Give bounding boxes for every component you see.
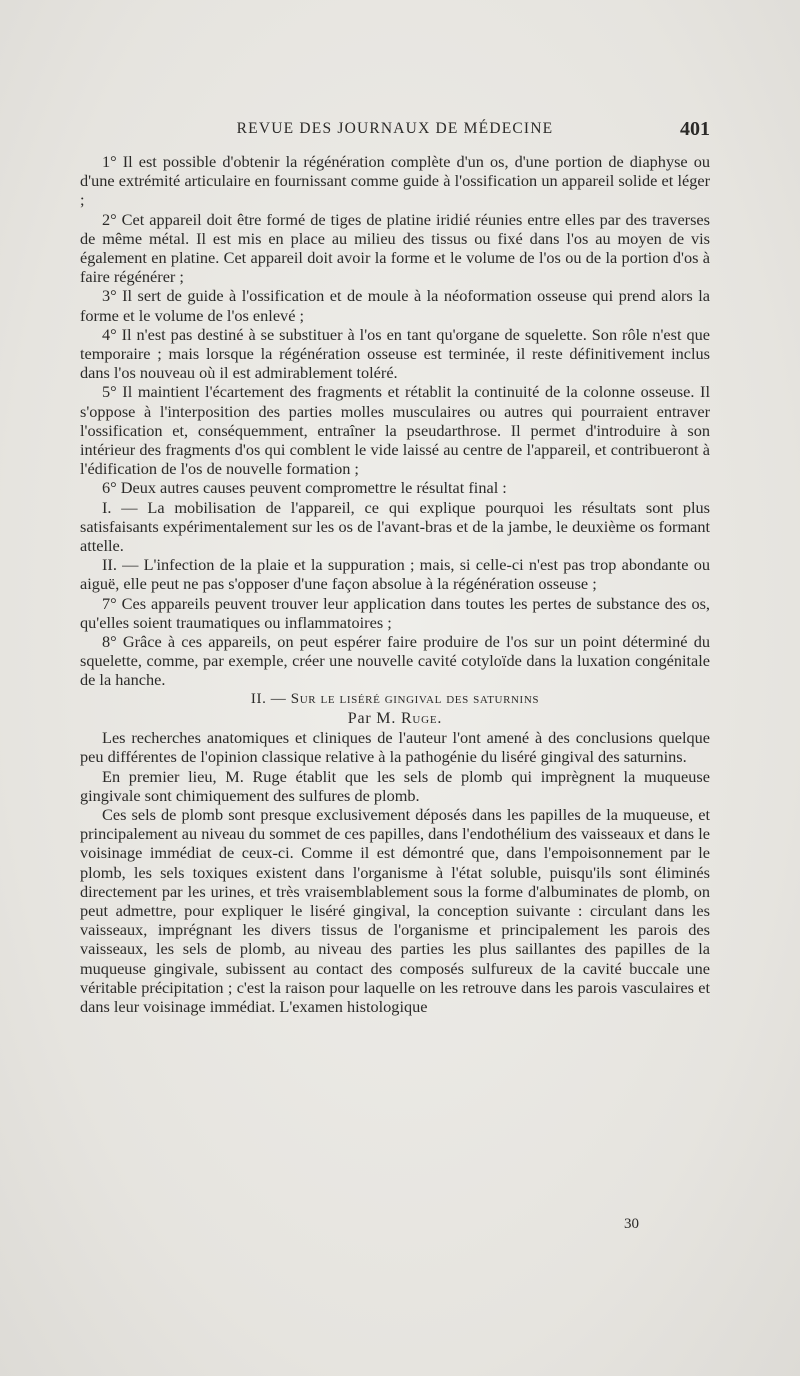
page-number: 401 — [680, 118, 710, 140]
section-title — [80, 690, 710, 709]
paragraph: 5° Il maintient l'écartement des fragments et rétablit la continuité de la colonne osseuse. Il s'oppose à l'interposition des parties molles musculaires ou autres qui pourraient entraver l'ossification et, conséquemment, entraîner la pseudarthrose. Il permet d'introduire à son intérieur des fragments d'os qui comblent le vide laissé au centre de l'appareil, et contribueront à l'édification de l'os de nouvelle formation ; — [80, 382, 710, 479]
section-title-initial: S — [290, 690, 300, 707]
paragraph: I. — La mobilisation de l'appareil, ce qui explique pourquoi les résultats sont plus satisfaisants expérimentalement sur les os de l'avant-bras et de la jambe, le deuxième os formant attelle. — [80, 497, 710, 556]
paragraph: 6° Deux autres causes peuvent compromettre le résultat final : — [102, 478, 507, 498]
author-prefix: Par M. — [347, 709, 401, 727]
page-header — [80, 118, 710, 144]
article-body — [80, 152, 710, 1016]
section-number: II. — — [250, 690, 291, 707]
paragraph: 1° Il est possible d'obtenir la régénération complète d'un os, d'une portion de diaphyse ou d'une extrémité articulaire en fournissant comme guide à l'ossification un appareil solide et léger ; — [80, 152, 710, 210]
paragraph: En premier lieu, M. Ruge établit que les sels de plomb qui imprègnent la muqueuse gingivale sont chimiquement des sulfures de plomb. — [80, 766, 710, 805]
section-author — [80, 709, 710, 728]
paragraph: 4° Il n'est pas destiné à se substituer à l'os en tant qu'organe de squelette. Son rôle n'est que temporaire ; mais lorsque la régénération osseuse est terminée, il reste définitivement inclus dans l'os nouveau où il est admirablement toléré. — [80, 324, 710, 383]
section-title-text: ur le liséré gingival des saturnins — [299, 690, 540, 707]
paragraph: II. — L'infection de la plaie et la suppuration ; mais, si celle-ci n'est pas trop abondante ou aiguë, elle peut ne pas s'opposer d'une façon absolue à la régénération osseuse ; — [80, 555, 710, 594]
author-name: Ruge. — [400, 709, 443, 727]
paragraph: 7° Ces appareils peuvent trouver leur application dans toutes les pertes de substance des os, qu'elles soient traumatiques ou inflammatoires ; — [80, 593, 710, 632]
paragraph: 3° Il sert de guide à l'ossification et de moule à la néoformation osseuse qui prend alors la forme et le volume de l'os enlevé ; — [80, 286, 710, 325]
paragraph: Les recherches anatomiques et cliniques de l'auteur l'ont amené à des conclusions quelque peu différentes de l'opinion classique relative à la pathogénie du liséré gingival des saturnins. — [80, 728, 710, 767]
paragraph: Ces sels de plomb sont presque exclusivement déposés dans les papilles de la muqueuse, et principalement au niveau du sommet de ces papilles, dans l'endothélium des vaisseaux et dans le voisinage immédiat de ceux-ci. Comme il est démontré que, dans l'empoisonnement par le plomb, les sels toxiques existent dans l'organisme à l'état soluble, puisqu'ils sont éliminés directement par les urines, et très vraisemblablement sous la forme d'albuminates de plomb, on peut admettre, pour expliquer le liséré gingival, la conception suivante : circulant dans les vaisseaux, imprégnant les divers tissus de l'organisme et principalement les parois des vaisseaux, les sels de plomb, au niveau des parties les plus saillantes des papilles de la muqueuse gingivale, subissent au contact des composés sulfureux de la cavité buccale une véritable précipitation ; c'est la raison pour laquelle on les retrouve dans les parois vasculaires et dans leur voisinage immédiat. L'examen histologique — [80, 804, 710, 1016]
running-head: REVUE DES JOURNAUX DE MÉDECINE — [236, 120, 554, 137]
signature-mark: 30 — [624, 1216, 639, 1232]
paragraph: 8° Grâce à ces appareils, on peut espérer faire produire de l'os sur un point déterminé du squelette, comme, par exemple, créer une nouvelle cavité cotyloïde dans la luxation congénitale de la hanche. — [80, 632, 710, 690]
paragraph: 2° Cet appareil doit être formé de tiges de platine iridié réunies entre elles par des traverses de même métal. Il est mis en place au milieu des tissus ou fixé dans l'os au moyen de vis également en platine. Cet appareil doit avoir la forme et le volume de l'os ou de la portion d'os à faire régénérer ; — [80, 209, 710, 287]
